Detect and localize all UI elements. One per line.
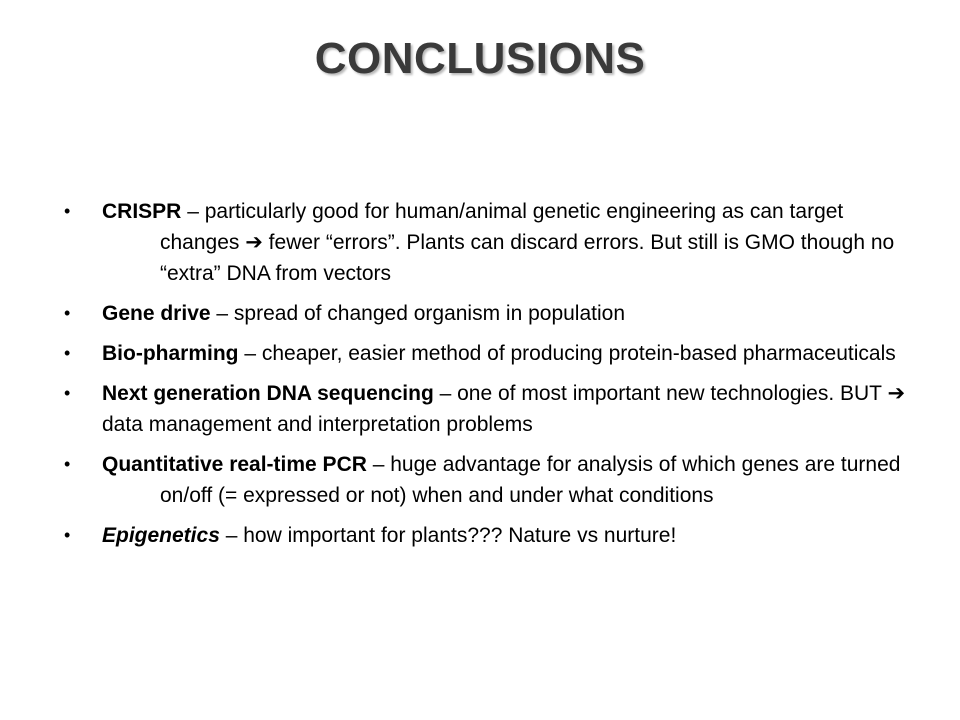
bullet-text: – spread of changed organism in population — [210, 302, 626, 325]
bullet-ngs — [64, 378, 914, 440]
bullet-term: Quantitative real-time PCR — [102, 453, 367, 476]
bullet-text: – how important for plants??? Nature vs nurture! — [219, 524, 677, 547]
bullet-text: – cheaper, easier method of producing protein-based pharmaceuticals — [238, 342, 896, 365]
bullet-text: data management and interpretation problems — [102, 413, 533, 436]
bullet-dot: • — [64, 454, 71, 474]
bullet-gene-drive — [64, 298, 914, 329]
bullet-term: Next generation DNA sequencing — [102, 382, 434, 405]
bullet-text: – particularly good for human/animal genetic engineering as can target changes — [160, 200, 844, 254]
bullet-term: Epigenetics — [102, 524, 220, 547]
bullet-dot: • — [64, 383, 71, 403]
bullet-qpcr — [64, 449, 914, 511]
bullet-text: fewer “errors”. Plants can discard errors. But still is GMO though no “extra” DNA from vectors — [160, 231, 895, 285]
bullet-text: – one of most important new technologies. BUT — [433, 382, 888, 405]
bullet-bio-pharming — [64, 338, 914, 369]
slide-title: CONCLUSIONS — [314, 34, 646, 83]
right-arrow-icon: ➔ — [887, 382, 906, 405]
bullet-term: CRISPR — [102, 200, 182, 223]
right-arrow-icon: ➔ — [245, 231, 263, 254]
bullet-dot: • — [64, 525, 71, 545]
bullet-list — [64, 196, 914, 560]
bullet-dot: • — [64, 201, 71, 221]
bullet-dot: • — [64, 343, 71, 363]
bullet-dot: • — [64, 303, 71, 323]
bullet-term: Bio-pharming — [102, 342, 239, 365]
bullet-text: – huge advantage for analysis of which genes are turned on/off (= expressed or not) when and under what conditions — [160, 453, 901, 507]
bullet-epigenetics — [64, 520, 914, 551]
bullet-term: Gene drive — [102, 302, 211, 325]
bullet-crispr — [64, 196, 914, 289]
